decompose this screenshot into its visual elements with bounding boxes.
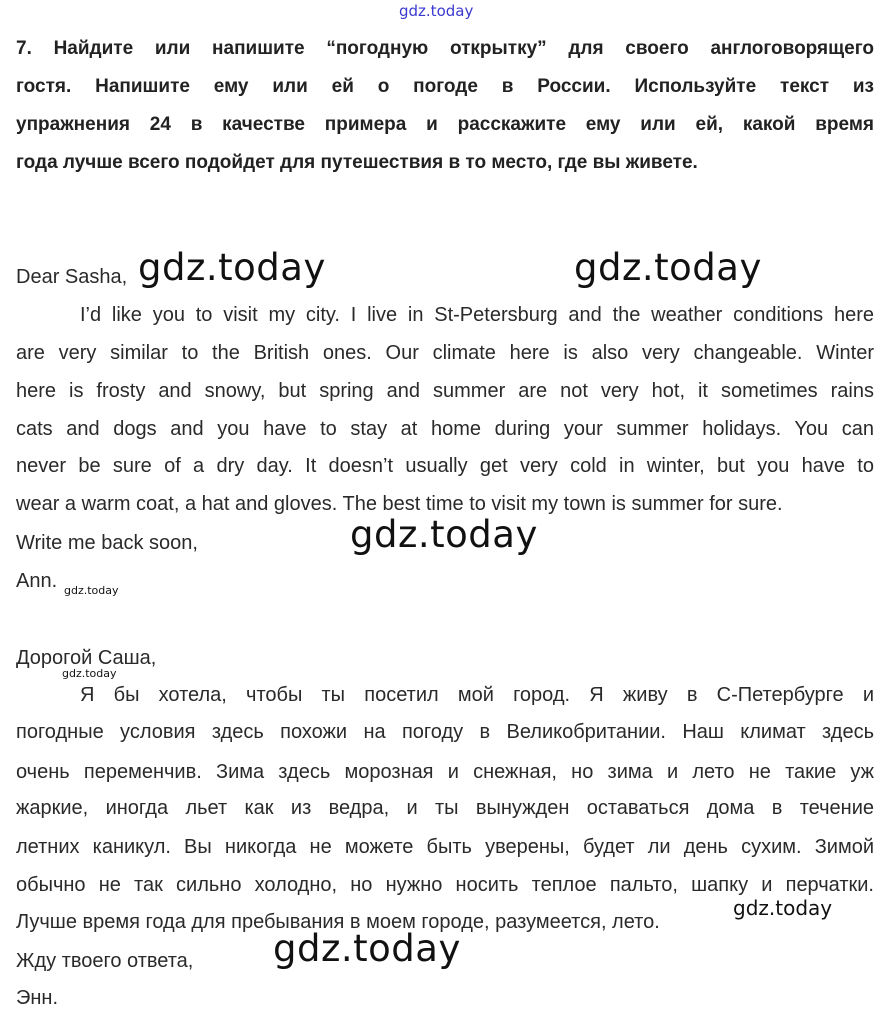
letter-greeting: Дорогой Саша,	[16, 647, 157, 669]
letter-signature: Ann.	[16, 570, 58, 592]
task-instructions	[16, 30, 874, 182]
letter-line: погодные условия здесь похожи на погоду в Великобритании. Наш климат здесь	[16, 721, 874, 743]
letter-line: never be sure of a dry day. It doesn’t usually get very cold in winter, but you have to	[16, 455, 874, 477]
letter-closing: Жду твоего ответа,	[16, 950, 194, 972]
watermark-medium: gdz.today	[733, 896, 833, 920]
task-line: упражнения 24 в качестве примера и расскажите ему или ей, какой время	[16, 114, 874, 135]
task-line: гостя. Напишите ему или ей о погоде в России. Используйте текст из	[16, 76, 874, 97]
watermark-small: gdz.today	[62, 667, 117, 680]
watermark-top: gdz.today	[399, 2, 474, 20]
letter-line: очень переменчив. Зима здесь морозная и снежная, но зима и лето не такие уж	[16, 761, 874, 783]
letter-line: летних каникул. Вы никогда не можете быть уверены, будет ли день сухим. Зимой	[16, 836, 874, 858]
task-line: 7. Найдите или напишите “погодную открытку” для своего англоговорящего	[16, 38, 874, 59]
watermark-small: gdz.today	[64, 584, 119, 597]
letter-line: Я бы хотела, чтобы ты посетил мой город. Я живу в С-Петербурге и	[80, 684, 874, 706]
watermark: gdz.today	[138, 246, 326, 289]
letter-greeting: Dear Sasha,	[16, 266, 128, 288]
letter-closing: Write me back soon,	[16, 532, 198, 554]
letter-line: wear a warm coat, a hat and gloves. The best time to visit my town is summer for sure.	[16, 493, 783, 515]
letter-line: cats and dogs and you have to stay at home during your summer holidays. You can	[16, 418, 874, 440]
letter-line: here is frosty and snowy, but spring and summer are not very hot, it sometimes rains	[16, 380, 874, 402]
watermark: gdz.today	[574, 246, 762, 289]
letter-line: Лучше время года для пребывания в моем городе, разумеется, лето.	[16, 911, 660, 933]
watermark: gdz.today	[273, 927, 461, 970]
letter-line: обычно не так сильно холодно, но нужно носить теплое пальто, шапку и перчатки.	[16, 874, 874, 896]
letter-line: I’d like you to visit my city. I live in St-Petersburg and the weather conditions here	[80, 304, 874, 326]
watermark: gdz.today	[350, 513, 538, 556]
letter-line: жаркие, иногда льет как из ведра, и ты вынужден оставаться дома в течение	[16, 797, 874, 819]
letter-line: are very similar to the British ones. Our climate here is also very changeable. Winter	[16, 342, 874, 364]
letter-signature: Энн.	[16, 987, 59, 1009]
task-line: года лучше всего подойдет для путешествия в то место, где вы живете.	[16, 152, 698, 173]
